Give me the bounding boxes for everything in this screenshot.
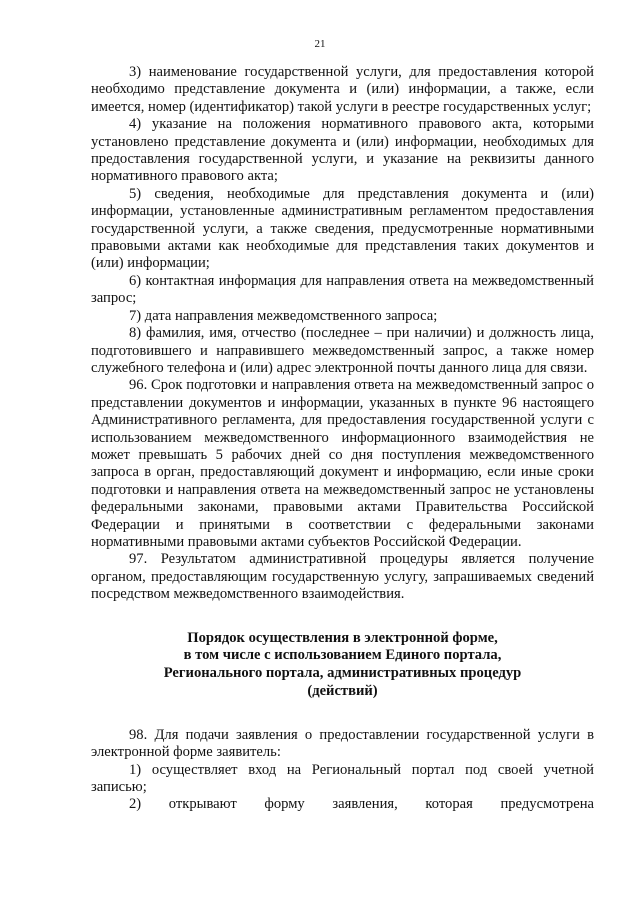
paragraph-item-4: 4) указание на положения нормативного правового акта, которыми установлено представление документа и (или) информации, необходимых для предоставления государственной услуги, и указание на реквизиты данного нормативного правового акта; bbox=[91, 116, 594, 185]
heading-line-4: (действий) bbox=[307, 682, 378, 699]
page-number: 21 bbox=[314, 38, 326, 50]
heading-line-1: Порядок осуществления в электронной форме, bbox=[187, 629, 498, 646]
paragraph-item-8: 8) фамилия, имя, отчество (последнее – при наличии) и должность лица, подготовившего и направившего межведомственный запрос, а также номер служебного телефона и (или) адрес электронной почты данного лица для связи. bbox=[91, 325, 594, 376]
paragraph-97: 97. Результатом административной процедуры является получение органом, предоставляющим государственную услугу, запрашиваемых сведений посредством межведомственного взаимодействия. bbox=[91, 551, 594, 603]
paragraph-98-item-2: 2) открывают форму заявления, которая предусмотрена bbox=[129, 796, 594, 813]
section-heading bbox=[91, 630, 594, 701]
paragraph-item-7: 7) дата направления межведомственного запроса; bbox=[129, 307, 438, 324]
paragraph-item-5: 5) сведения, необходимые для представления документа и (или) информации, установленные административным регламентом предоставления государственной услуги, а также сведения, предусмотренные нормативными правовыми актами как необходимые для представления таких документов и (или) информации; bbox=[91, 185, 594, 272]
document-body bbox=[91, 64, 594, 814]
paragraph-98-item-1: 1) осуществляет вход на Региональный портал под своей учетной записью; bbox=[91, 761, 594, 795]
paragraph-98: 98. Для подачи заявления о предоставлении государственной услуги в электронной форме заявитель: bbox=[91, 726, 594, 761]
heading-line-2: в том числе с использованием Единого портала, bbox=[183, 647, 502, 664]
paragraph-96: 96. Срок подготовки и направления ответа на межведомственный запрос о представлении документов и информации, указанных в пункте 96 настоящего Административного регламента, для предоставления государственной услуги с использованием межведомственного информационного взаимодействия не может превышать 5 рабочих дней со дня поступления межведомственного запроса в орган, предоставляющий документ и информацию, если иные сроки подготовки и направления ответа на межведомственный запрос не установлены федеральными законами, правовыми актами Правительства Российской Федерации и принятыми в соответствии с федеральными законами нормативными правовыми актами субъектов Российской Федерации. bbox=[91, 377, 594, 550]
paragraph-item-3: 3) наименование государственной услуги, для предоставления которой необходимо представление документа и (или) информации, а также, если имеется, номер (идентификатор) такой услуги в реестре государственных услуг; bbox=[91, 64, 594, 115]
paragraph-item-6: 6) контактная информация для направления ответа на межведомственный запрос; bbox=[91, 272, 594, 307]
heading-line-3: Регионального портала, административных процедур bbox=[163, 665, 522, 682]
